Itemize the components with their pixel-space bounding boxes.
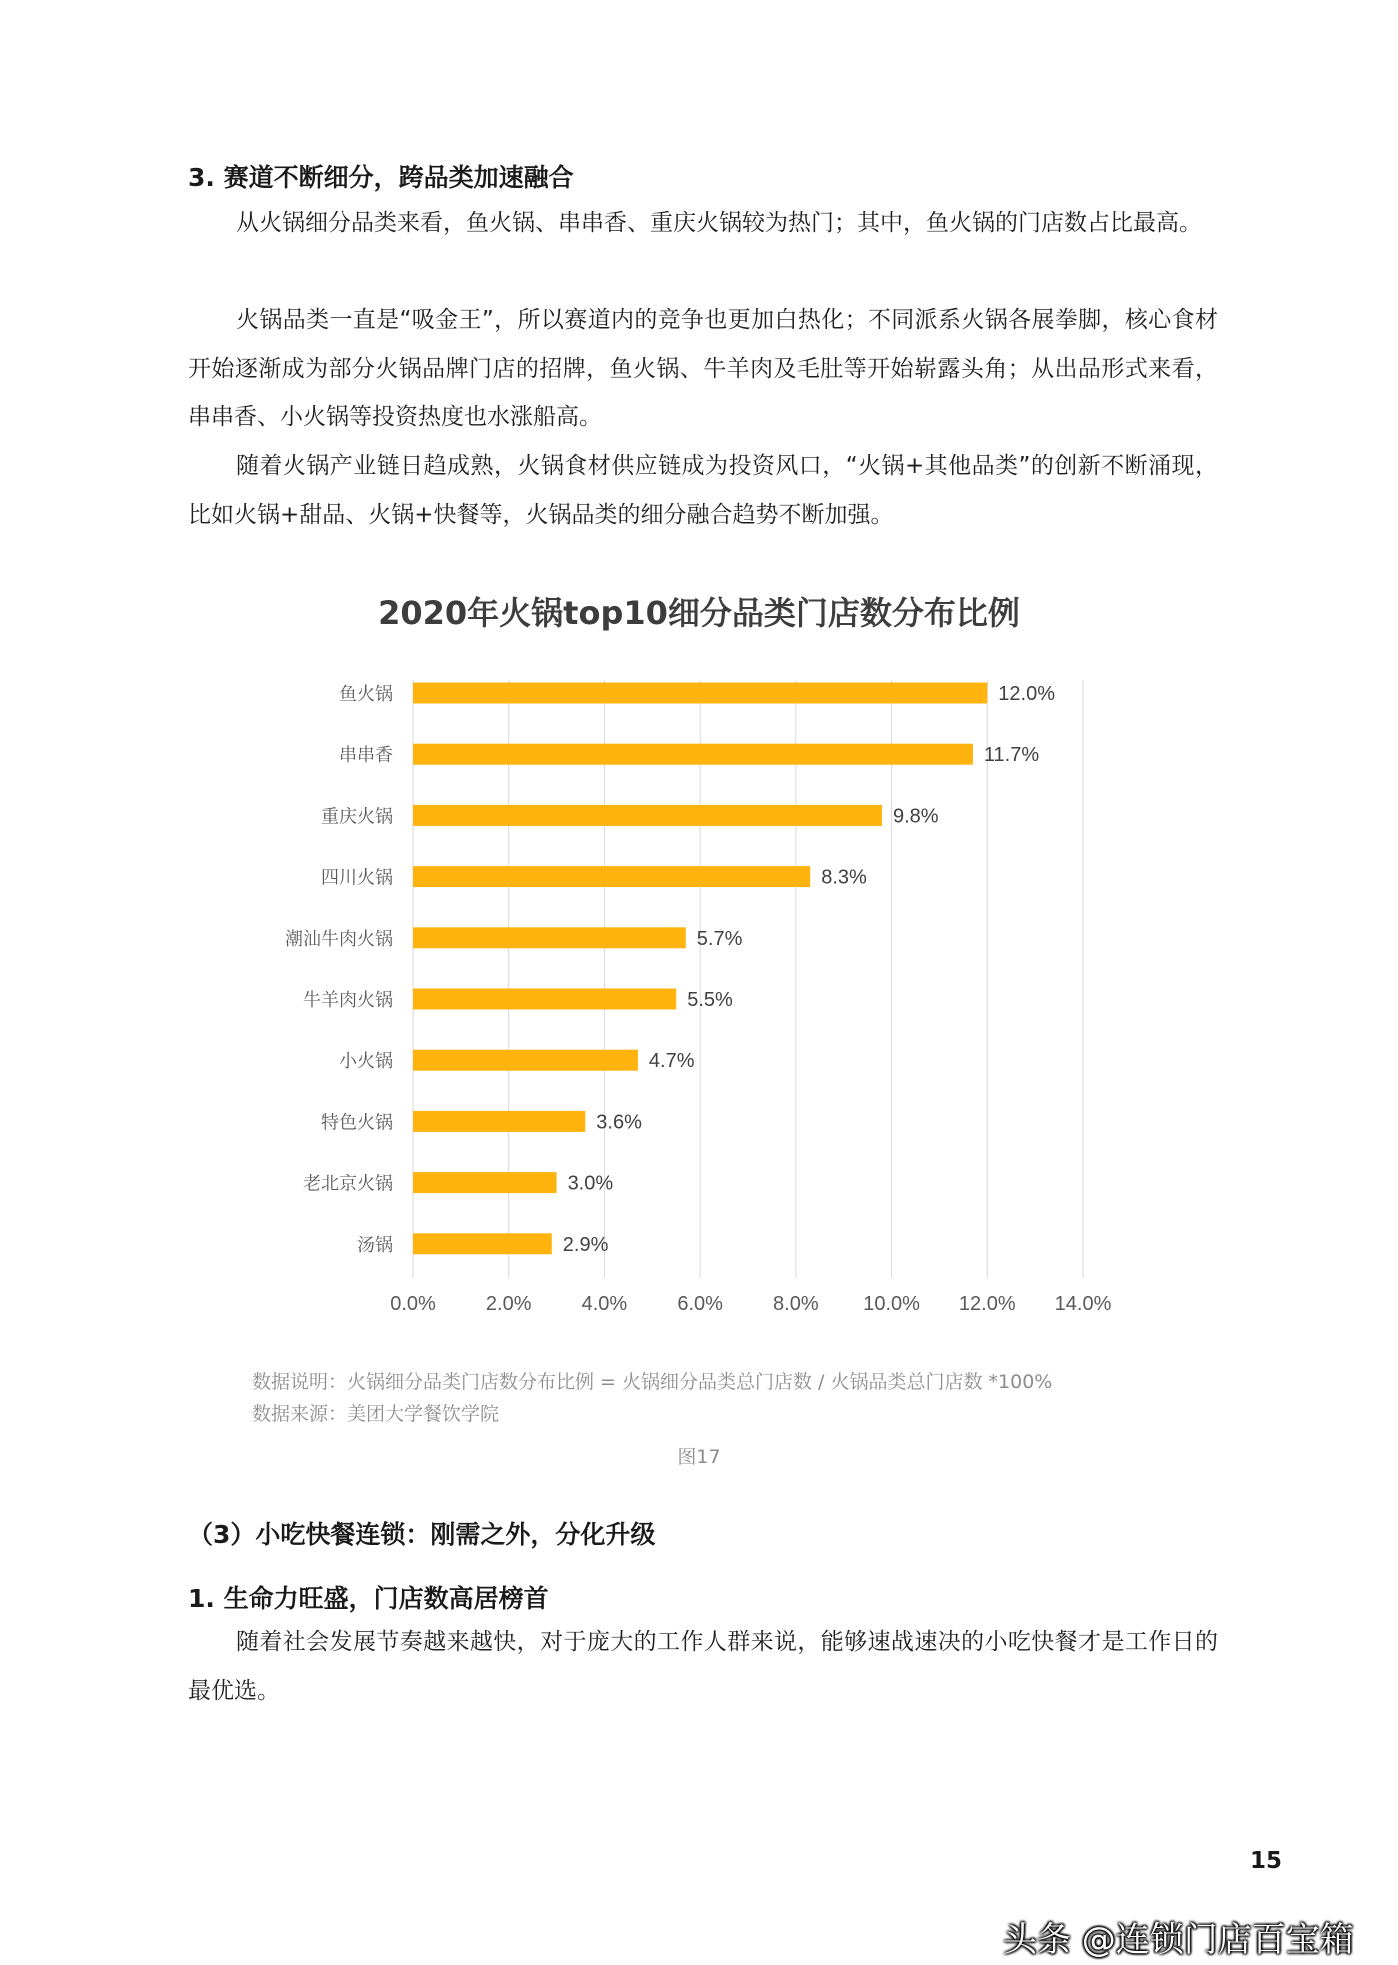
value-label: 12.0% — [998, 683, 1056, 705]
figure-caption: 图17 — [677, 1446, 721, 1468]
bar — [413, 1050, 638, 1071]
paragraph: 随着火锅产业链日趋成熟，火锅食材供应链成为投资风口，“火锅+其他品类”的创新不断涌现，比如火锅+甜品、火锅+快餐等，火锅品类的细分融合趋势不断加强。 — [188, 453, 1218, 528]
x-tick-label: 4.0% — [581, 1293, 628, 1315]
value-label: 4.7% — [648, 1050, 695, 1073]
value-label: 3.6% — [596, 1111, 642, 1134]
data-note: 数据说明：火锅细分品类门店数分布比例 = 火锅细分品类总门店数 / 火锅品类总门店数 *100% — [252, 1371, 1053, 1393]
value-label: 5.5% — [687, 989, 733, 1011]
value-label: 5.7% — [696, 927, 743, 950]
bar — [413, 989, 676, 1010]
x-tick-label: 10.0% — [863, 1293, 920, 1315]
category-label: 牛羊肉火锅 — [303, 990, 393, 1011]
category-label: 小火锅 — [339, 1051, 393, 1073]
paragraph: 随着社会发展节奏越来越快，对于庞大的工作人群来说，能够速战速决的小吃快餐才是工作日的最优选。 — [188, 1629, 1218, 1704]
x-tick-label: 2.0% — [485, 1293, 532, 1315]
bar — [413, 683, 987, 704]
value-label: 8.3% — [821, 866, 867, 889]
value-label: 3.0% — [567, 1172, 614, 1195]
bar — [413, 1111, 585, 1132]
x-tick-label: 0.0% — [390, 1293, 436, 1315]
bar — [413, 744, 973, 765]
bar-chart — [0, 660, 1398, 1320]
bar — [413, 866, 810, 887]
chart-title: 2020年火锅top10细分品类门店数分布比例 — [378, 594, 1020, 632]
category-label: 四川火锅 — [321, 867, 393, 889]
watermark: 头条 @连锁门店百宝箱 — [1003, 1920, 1354, 1960]
category-label: 重庆火锅 — [321, 806, 393, 828]
category-label: 汤锅 — [357, 1234, 393, 1256]
x-tick-label: 6.0% — [677, 1293, 723, 1315]
sub-heading: 1. 生命力旺盛，门店数高居榜首 — [188, 1584, 549, 1613]
category-label: 鱼火锅 — [339, 684, 393, 705]
section-heading: （3）小吃快餐连锁：刚需之外，分化升级 — [188, 1520, 656, 1549]
x-tick-label: 12.0% — [958, 1293, 1016, 1315]
page-number: 15 — [1250, 1848, 1283, 1874]
bar — [413, 1233, 552, 1254]
bar — [413, 927, 686, 948]
section-heading: 3. 赛道不断细分，跨品类加速融合 — [188, 163, 574, 192]
x-tick-label: 8.0% — [773, 1293, 819, 1315]
category-label: 潮汕牛肉火锅 — [285, 928, 393, 950]
value-label: 2.9% — [562, 1233, 609, 1256]
paragraph: 从火锅细分品类来看，鱼火锅、串串香、重庆火锅较为热门；其中，鱼火锅的门店数占比最高。 — [236, 210, 1202, 236]
bar — [413, 805, 882, 826]
paragraph: 火锅品类一直是“吸金王”，所以赛道内的竞争也更加白热化；不同派系火锅各展拳脚，核心食材开始逐渐成为部分火锅品牌门店的招牌，鱼火锅、牛羊肉及毛肚等开始崭露头角；从出品形式来看，串串香、小火锅等投资热度也水涨船高。 — [188, 307, 1218, 430]
category-label: 老北京火锅 — [303, 1173, 393, 1195]
x-tick-label: 14.0% — [1054, 1293, 1112, 1315]
value-label: 9.8% — [893, 805, 939, 828]
category-label: 串串香 — [339, 745, 393, 767]
category-label: 特色火锅 — [321, 1112, 393, 1134]
value-label: 11.7% — [983, 744, 1040, 767]
bar — [413, 1172, 557, 1193]
data-source: 数据来源：美团大学餐饮学院 — [252, 1403, 500, 1425]
